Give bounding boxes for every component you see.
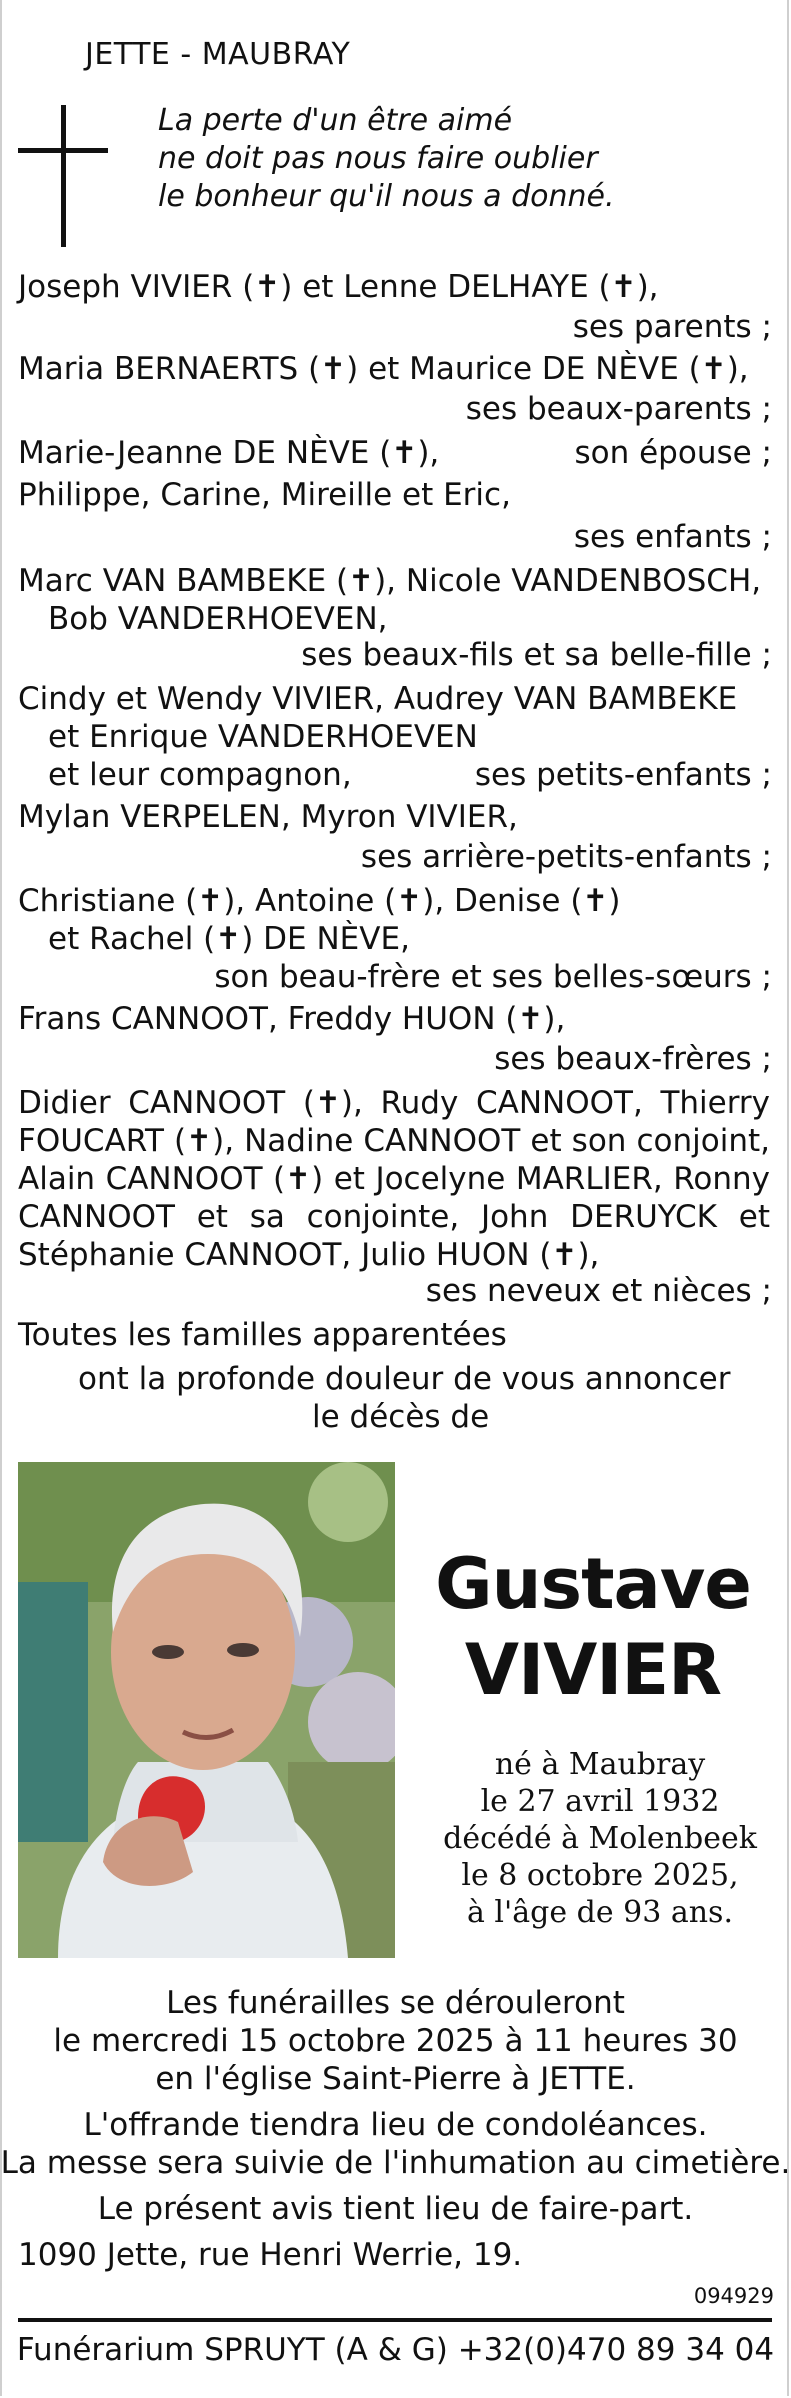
deceased-first-name: Gustave	[435, 1543, 751, 1625]
announcement: le décès de	[312, 1399, 490, 1435]
announcement: ont la profonde douleur de vous annoncer	[78, 1361, 731, 1397]
address: 1090 Jette, rue Henri Werrie, 19.	[18, 2237, 523, 2273]
quote-line: le bonheur qu'il nous a donné.	[158, 179, 615, 214]
family-role: ses arrière-petits-enfants ;	[360, 839, 772, 875]
bio-line: le 27 avril 1932	[480, 1784, 720, 1819]
family-role: ses neveux et nièces ;	[425, 1273, 772, 1309]
family-line: Joseph VIVIER (✝) et Lenne DELHAYE (✝),	[18, 269, 659, 305]
cross-icon-bar	[18, 148, 108, 153]
family-line: Toutes les familles apparentées	[18, 1317, 507, 1353]
family-role: ses petits-enfants ;	[474, 757, 772, 793]
reference-number: 094929	[693, 2284, 774, 2308]
family-role: ses beaux-fils et sa belle-fille ;	[301, 637, 772, 673]
family-line: et Rachel (✝) DE NÈVE,	[48, 921, 410, 957]
divider	[18, 2318, 772, 2322]
funeral-line: La messe sera suivie de l'inhumation au cimetière.	[0, 2145, 791, 2181]
family-line: et Enrique VANDERHOEVEN	[48, 719, 478, 755]
bio-line: décédé à Molenbeek	[443, 1821, 757, 1856]
family-line: Frans CANNOOT, Freddy HUON (✝),	[18, 1001, 566, 1037]
family-role: son épouse ;	[574, 435, 772, 471]
bio-line: à l'âge de 93 ans.	[467, 1895, 733, 1930]
family-paragraph: Didier CANNOOT (✝), Rudy CANNOOT, Thierry FOUCART (✝), Nadine CANNOOT et son conjoint, Alain CANNOOT (✝) et Jocelyne MARLIER, Ronny CANNOOT et sa conjointe, John DERUYCK et Stéphanie CANNOOT, Julio HUON (✝),	[18, 1085, 770, 1273]
family-line: Philippe, Carine, Mireille et Eric,	[18, 477, 511, 513]
family-line: Marc VAN BAMBEKE (✝), Nicole VANDENBOSCH,	[18, 563, 762, 599]
deceased-details	[420, 1746, 780, 1931]
quote-line: ne doit pas nous faire oublier	[158, 141, 598, 176]
family-role: ses beaux-parents ;	[465, 391, 772, 427]
bio-line: né à Maubray	[494, 1747, 706, 1782]
funeral-line: L'offrande tiendra lieu de condoléances.	[83, 2107, 708, 2143]
deceased-last-name: VIVIER	[464, 1629, 722, 1711]
funeral-line: le mercredi 15 octobre 2025 à 11 heures 30	[53, 2023, 738, 2059]
portrait-photo	[18, 1462, 395, 1958]
quote	[158, 102, 615, 216]
funeral-line: Le présent avis tient lieu de faire-part.	[97, 2191, 694, 2227]
family-line: Mylan VERPELEN, Myron VIVIER,	[18, 799, 518, 835]
location-heading: JETTE - MAUBRAY	[85, 37, 351, 72]
family-line: et leur compagnon,	[48, 757, 352, 793]
family-role: son beau-frère et ses belles-sœurs ;	[214, 959, 772, 995]
bio-line: le 8 octobre 2025,	[461, 1858, 739, 1893]
family-line: Maria BERNAERTS (✝) et Maurice DE NÈVE (✝),	[18, 351, 749, 387]
family-role: ses enfants ;	[573, 519, 772, 555]
family-line: Christiane (✝), Antoine (✝), Denise (✝)	[18, 883, 621, 919]
funeral-home: Funérarium SPRUYT (A & G) +32(0)470 89 34 04	[16, 2332, 775, 2368]
funeral-line: en l'église Saint-Pierre à JETTE.	[155, 2061, 636, 2097]
quote-line: La perte d'un être aimé	[158, 103, 513, 138]
family-role: ses parents ;	[572, 309, 772, 345]
funeral-line: Les funérailles se dérouleront	[166, 1985, 625, 2021]
family-line: Bob VANDERHOEVEN,	[48, 601, 388, 637]
family-role: ses beaux-frères ;	[494, 1041, 772, 1077]
cross-icon	[61, 105, 66, 247]
family-line: Marie-Jeanne DE NÈVE (✝),	[18, 435, 440, 471]
family-line: Cindy et Wendy VIVIER, Audrey VAN BAMBEKE	[18, 681, 738, 717]
